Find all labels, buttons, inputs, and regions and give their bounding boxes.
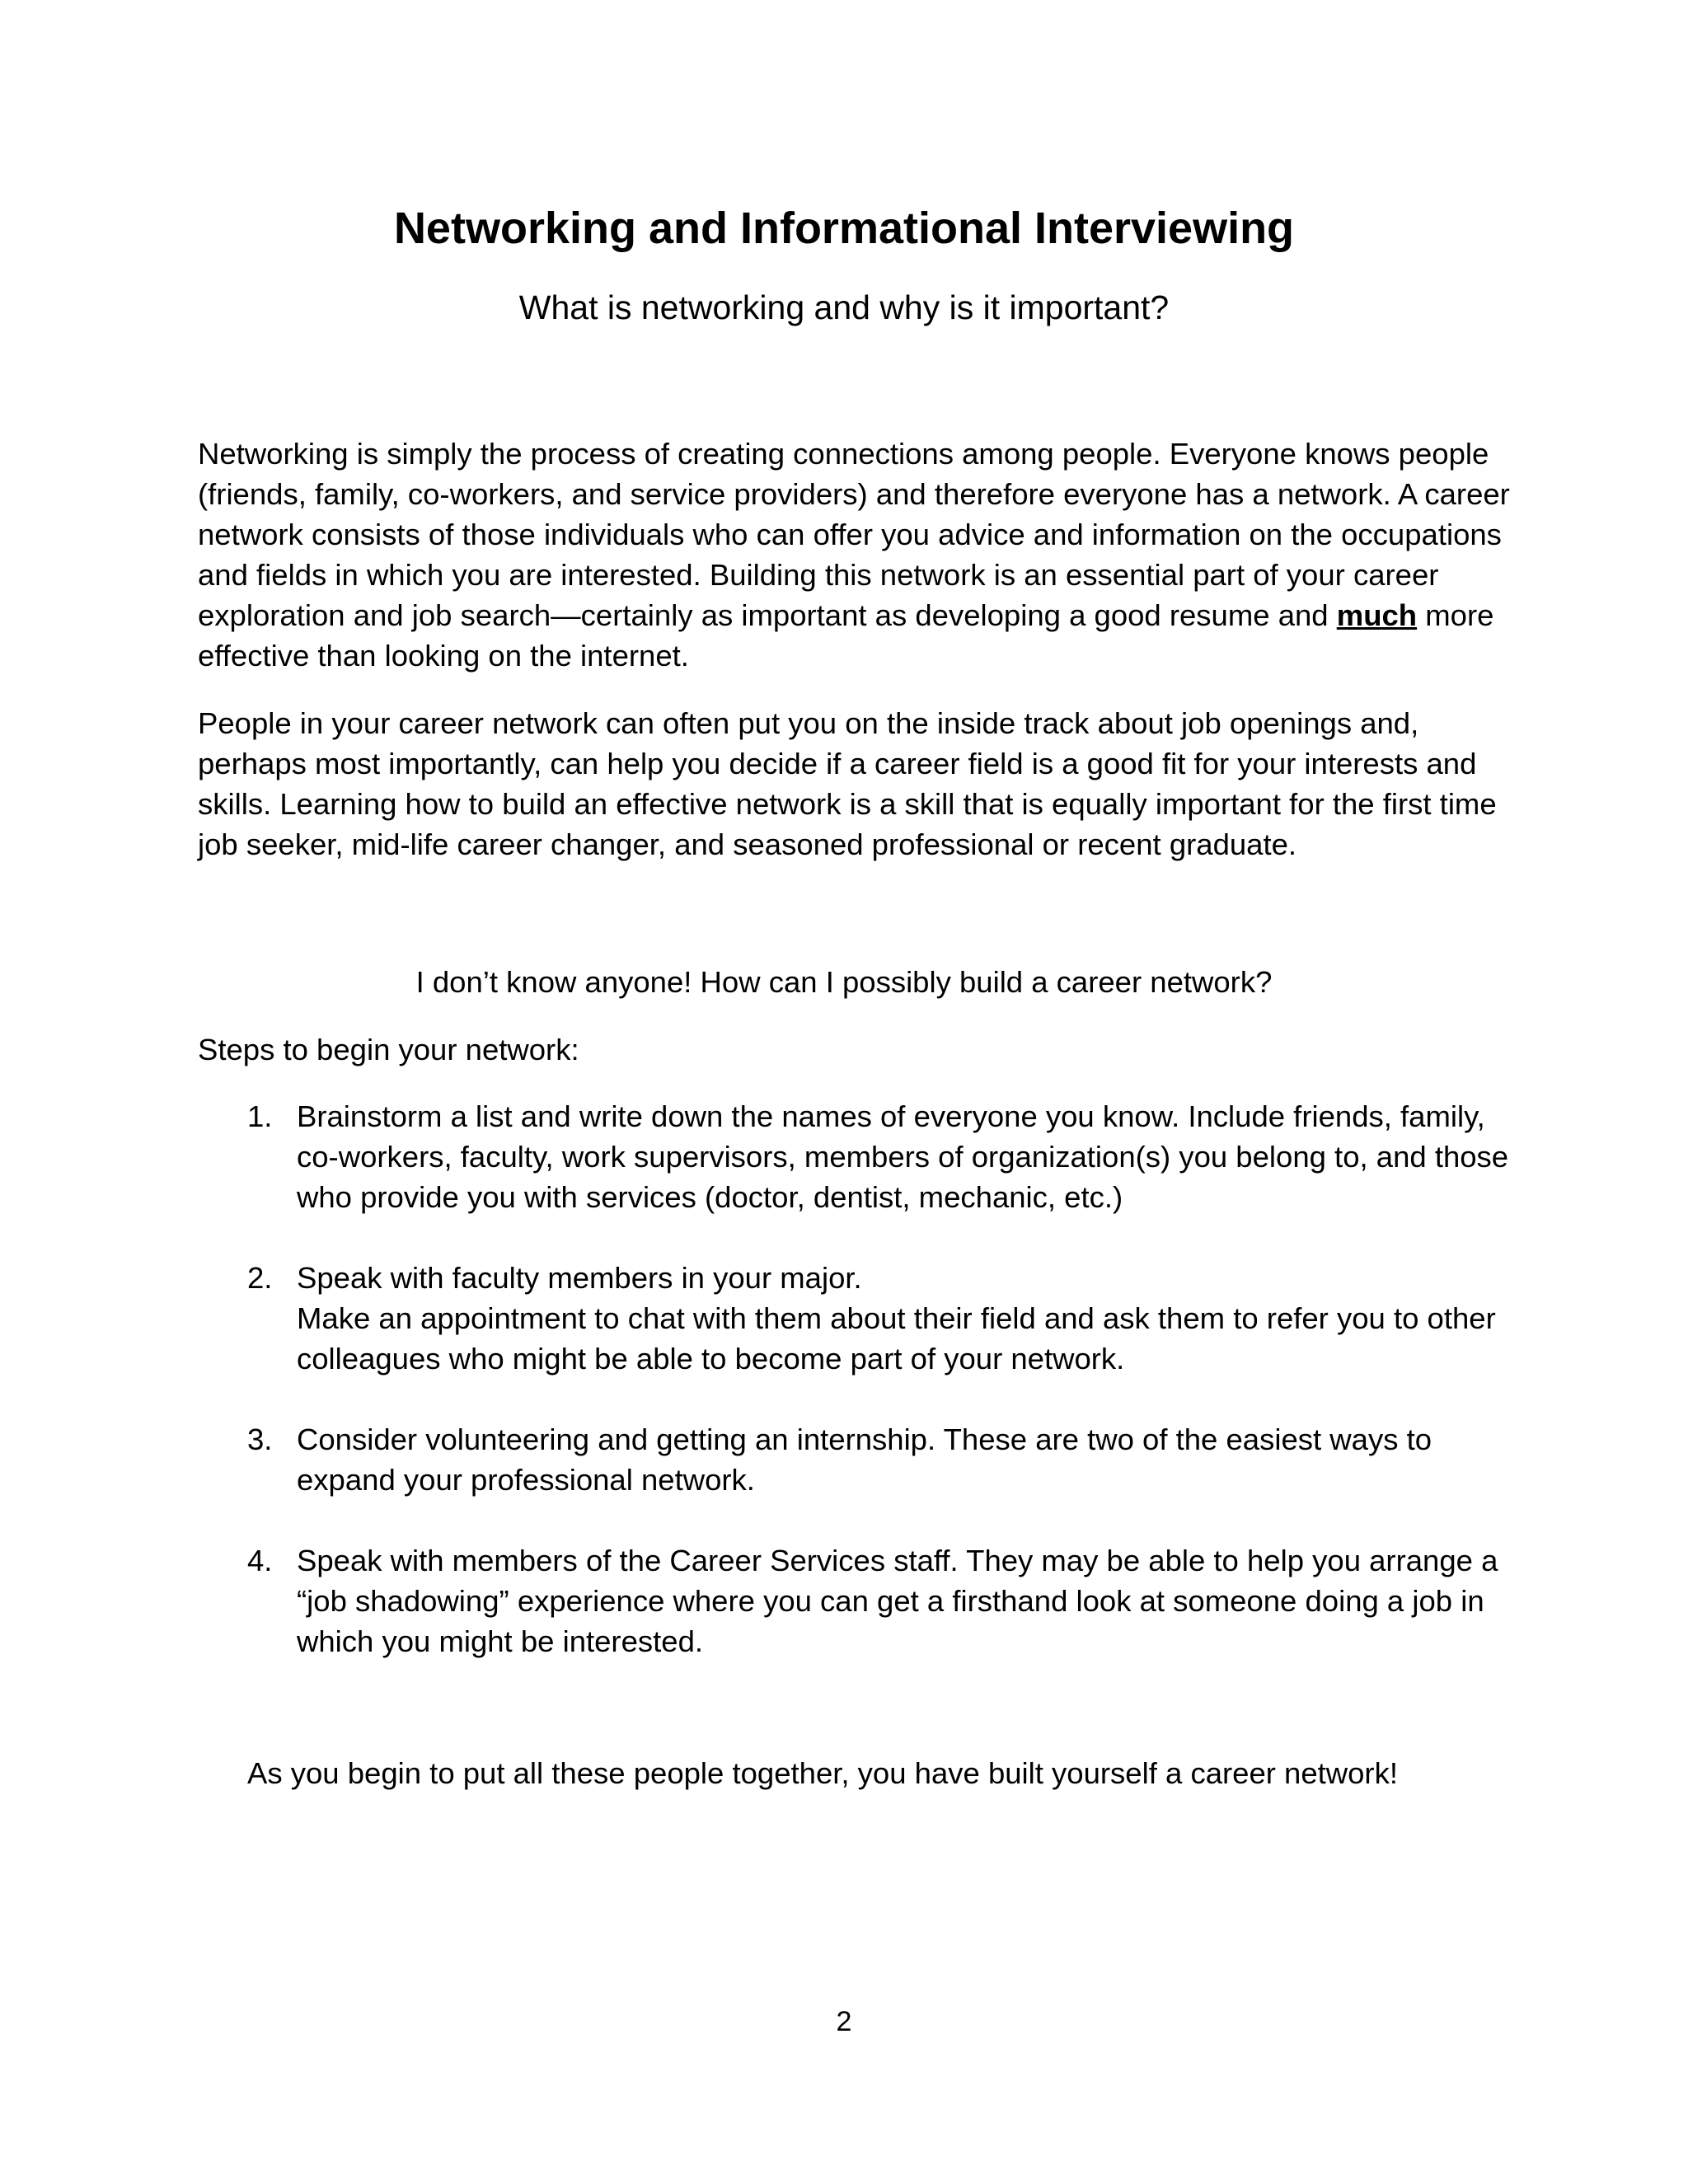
list-item: [247, 1258, 1533, 1379]
intro-paragraph: [198, 434, 1525, 676]
list-item: [247, 1419, 1533, 1500]
intro-paragraph-text-end: more effective than looking on the internet.: [198, 598, 1494, 673]
page-subtitle: What is networking and why is it important?: [518, 288, 1170, 326]
emphasis-word: much: [1336, 598, 1418, 632]
list-item: [247, 1540, 1533, 1661]
step-detail-text: Make an appointment to chat with them about their field and ask them to refer you to other colleagues who might be able to become part of your network.: [297, 1301, 1496, 1376]
steps-list: [247, 1096, 1533, 1702]
step-text: Consider volunteering and getting an internship. These are two of the easiest ways to expand your professional network.: [297, 1422, 1432, 1497]
step-text: Brainstorm a list and write down the names of everyone you know. Include friends, family, co-workers, faculty, work supervisors, members of organization(s) you belong to, and those who provide you with services (doctor, dentist, mechanic, etc.): [297, 1099, 1509, 1214]
page-number: 2: [836, 2006, 852, 2037]
step-number: 1.: [247, 1099, 273, 1133]
network-benefits-paragraph: People in your career network can often put you on the inside track about job openings and, perhaps most importantly, can help you decide if a career field is a good fit for your interests and skills. Learning how to build an effective network is a skill that is equally important for the first time job seeker, mid-life career changer, and seasoned professional or recent graduate.: [198, 706, 1497, 861]
list-item: [247, 1096, 1533, 1217]
step-number: 4.: [247, 1544, 273, 1577]
intro-paragraph-text: Networking is simply the process of creating connections among people. Everyone knows people (friends, family, co-workers, and service providers) and therefore everyone has a network. A career network consists of those individuals who can offer you advice and information on the occupations and fields in which you are interested. Building this network is an essential part of your career exploration and job search—certainly as important as developing a good resume and: [198, 437, 1510, 632]
step-number: 3.: [247, 1422, 273, 1456]
page-title: Networking and Informational Interviewing: [393, 204, 1295, 253]
closing-statement: As you begin to put all these people together, you have built yourself a career network!: [247, 1756, 1398, 1790]
step-text: Speak with members of the Career Services staff. They may be able to help you arrange a “job shadowing” experience where you can get a firsthand look at someone doing a job in which you might be interested.: [297, 1544, 1498, 1658]
section-subheading: I don’t know anyone! How can I possibly build a career network?: [415, 965, 1273, 999]
step-number: 2.: [247, 1261, 273, 1295]
step-text: Speak with faculty members in your major.: [297, 1261, 862, 1295]
steps-intro: Steps to begin your network:: [198, 1033, 579, 1066]
